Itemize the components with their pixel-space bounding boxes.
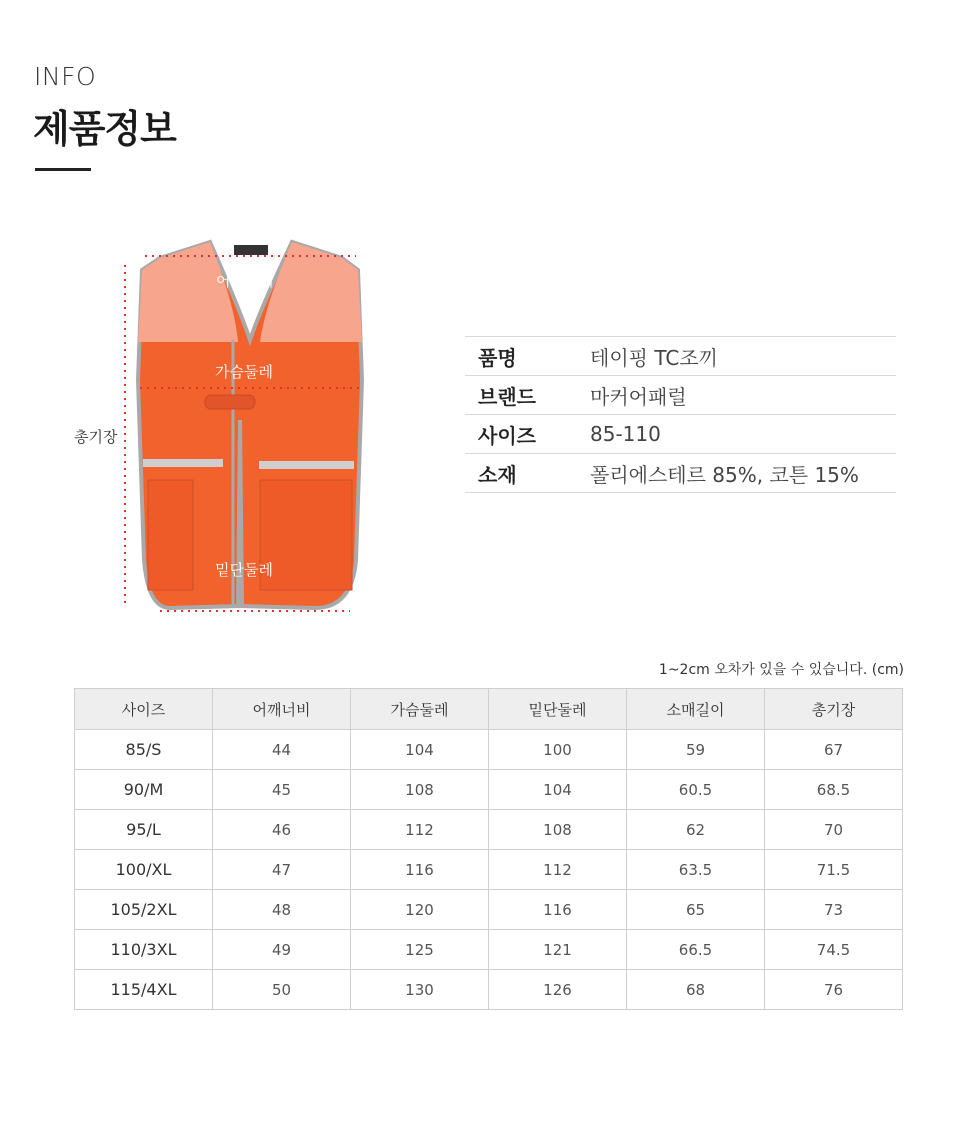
collar-label: [234, 245, 268, 255]
column-header: 어깨너비: [213, 689, 351, 730]
column-header: 사이즈: [75, 689, 213, 730]
size-cell: 90/M: [75, 770, 213, 810]
table-cell: 116: [351, 850, 489, 890]
vest-tab: [205, 395, 255, 409]
spec-row: [465, 337, 896, 376]
info-label: INFO: [34, 62, 97, 91]
spec-value: 테이핑 TC조끼: [590, 345, 718, 370]
table-cell: 50: [213, 970, 351, 1010]
table-cell: 125: [351, 930, 489, 970]
table-row: [75, 770, 903, 810]
size-chart-table: [74, 688, 903, 1010]
vest-mesh-right: [260, 242, 362, 342]
pocket-right: [260, 480, 352, 590]
size-tolerance-note: 1~2cm 오차가 있을 수 있습니다. (cm): [658, 662, 904, 678]
vest-diagram: [60, 230, 390, 620]
table-cell: 68: [627, 970, 765, 1010]
reflective-stripe-left: [143, 459, 223, 467]
table-cell: 49: [213, 930, 351, 970]
table-cell: 116: [489, 890, 627, 930]
table-cell: 45: [213, 770, 351, 810]
table-row: [75, 810, 903, 850]
table-cell: 104: [489, 770, 627, 810]
spec-value: 85-110: [590, 422, 661, 446]
table-cell: 121: [489, 930, 627, 970]
table-cell: 126: [489, 970, 627, 1010]
size-table-header-row: [75, 689, 903, 730]
page-title: 제품정보: [33, 107, 176, 151]
table-cell: 71.5: [765, 850, 903, 890]
spec-key: 소재: [478, 462, 517, 487]
pocket-left: [148, 480, 193, 590]
length-label: 총기장: [74, 428, 118, 446]
spec-row: [465, 454, 896, 493]
column-header: 소매길이: [627, 689, 765, 730]
size-cell: 100/XL: [75, 850, 213, 890]
table-cell: 100: [489, 730, 627, 770]
table-cell: 44: [213, 730, 351, 770]
size-cell: 85/S: [75, 730, 213, 770]
spec-value: 폴리에스테르 85%, 코튼 15%: [590, 462, 859, 487]
spec-row: [465, 415, 896, 454]
table-cell: 112: [489, 850, 627, 890]
table-cell: 70: [765, 810, 903, 850]
table-cell: 48: [213, 890, 351, 930]
table-row: [75, 890, 903, 930]
table-cell: 65: [627, 890, 765, 930]
table-row: [75, 970, 903, 1010]
spec-row: [465, 376, 896, 415]
table-cell: 74.5: [765, 930, 903, 970]
table-row: [75, 850, 903, 890]
title-divider: [35, 168, 91, 171]
spec-key: 품명: [478, 345, 517, 370]
table-cell: 62: [627, 810, 765, 850]
column-header: 밑단둘레: [489, 689, 627, 730]
reflective-stripe-right: [259, 461, 354, 469]
table-cell: 120: [351, 890, 489, 930]
hem-label: 밑단둘레: [215, 561, 273, 579]
table-cell: 63.5: [627, 850, 765, 890]
table-cell: 47: [213, 850, 351, 890]
size-cell: 110/3XL: [75, 930, 213, 970]
product-spec-table: [465, 336, 896, 493]
column-header: 총기장: [765, 689, 903, 730]
shoulder-label: 어깨너비: [216, 272, 274, 290]
table-cell: 76: [765, 970, 903, 1010]
table-cell: 46: [213, 810, 351, 850]
spec-key: 브랜드: [478, 384, 536, 409]
table-row: [75, 930, 903, 970]
table-cell: 112: [351, 810, 489, 850]
table-cell: 130: [351, 970, 489, 1010]
column-header: 가슴둘레: [351, 689, 489, 730]
table-cell: 66.5: [627, 930, 765, 970]
table-row: [75, 730, 903, 770]
table-cell: 108: [351, 770, 489, 810]
spec-value: 마커어패럴: [590, 384, 687, 409]
size-cell: 105/2XL: [75, 890, 213, 930]
table-cell: 108: [489, 810, 627, 850]
size-cell: 115/4XL: [75, 970, 213, 1010]
table-cell: 60.5: [627, 770, 765, 810]
size-cell: 95/L: [75, 810, 213, 850]
spec-key: 사이즈: [478, 423, 536, 448]
table-cell: 73: [765, 890, 903, 930]
table-cell: 59: [627, 730, 765, 770]
table-cell: 104: [351, 730, 489, 770]
table-cell: 67: [765, 730, 903, 770]
table-cell: 68.5: [765, 770, 903, 810]
chest-label: 가슴둘레: [215, 363, 273, 381]
